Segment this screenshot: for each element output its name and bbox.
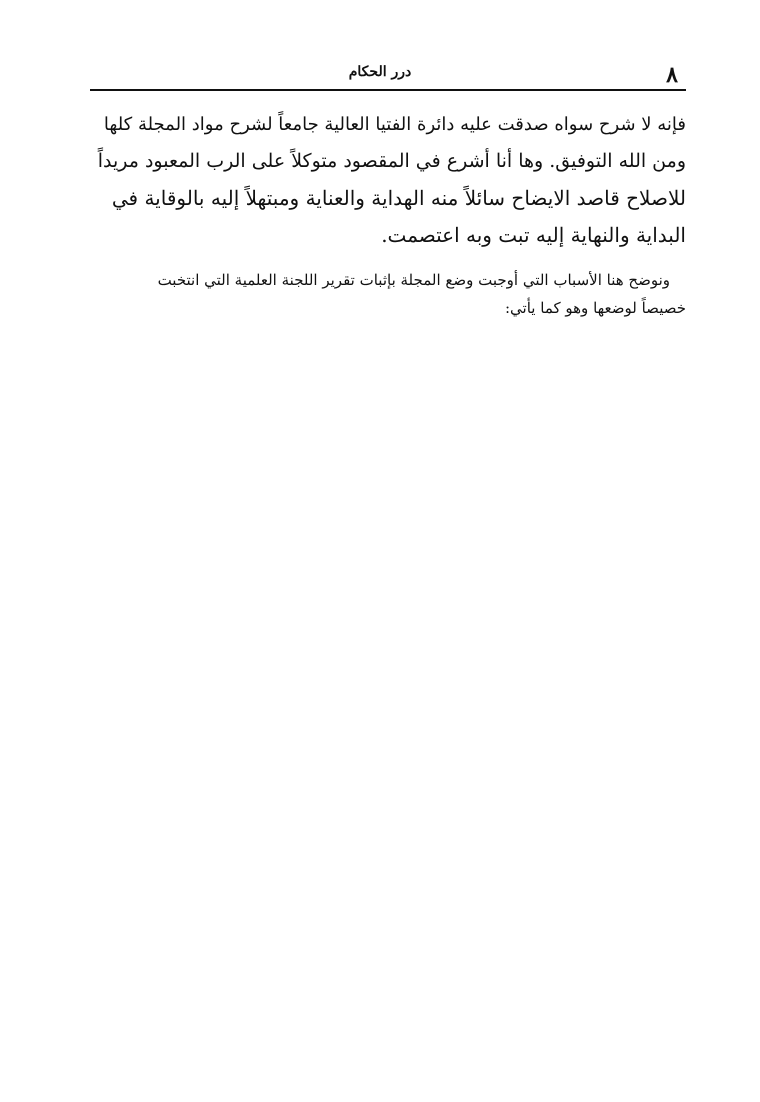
paragraph-1 (90, 106, 686, 254)
paragraph-2 (90, 266, 686, 322)
paragraph-1-line-4: البداية والنهاية إليه تبت وبه اعتصمت. (381, 223, 686, 247)
paragraph-2-line-2: خصيصاً لوضعها وهو كما يأتي: (505, 299, 686, 317)
paragraph-1-line-3: للاصلاح قاصد الايضاح سائلاً منه الهداية والعناية ومبتهلاً إليه بالوقاية في (111, 186, 686, 210)
header-rule (90, 89, 686, 91)
paragraph-2-line-1: ونوضح هنا الأسباب التي أوجبت وضع المجلة بإثبات تقرير اللجنة العلمية التي انتخبت (157, 271, 670, 289)
running-title: درر الحكام (348, 64, 412, 80)
paragraph-1-line-2: ومن الله التوفيق. وها أنا أشرع في المقصود متوكلاً على الرب المعبود مريداً (97, 150, 686, 172)
paragraph-1-line-1: فإنه لا شرح سواه صدقت عليه دائرة الفتيا العالية جامعاً لشرح مواد المجلة كلها (103, 114, 686, 135)
page-number: ٨ (666, 62, 678, 88)
